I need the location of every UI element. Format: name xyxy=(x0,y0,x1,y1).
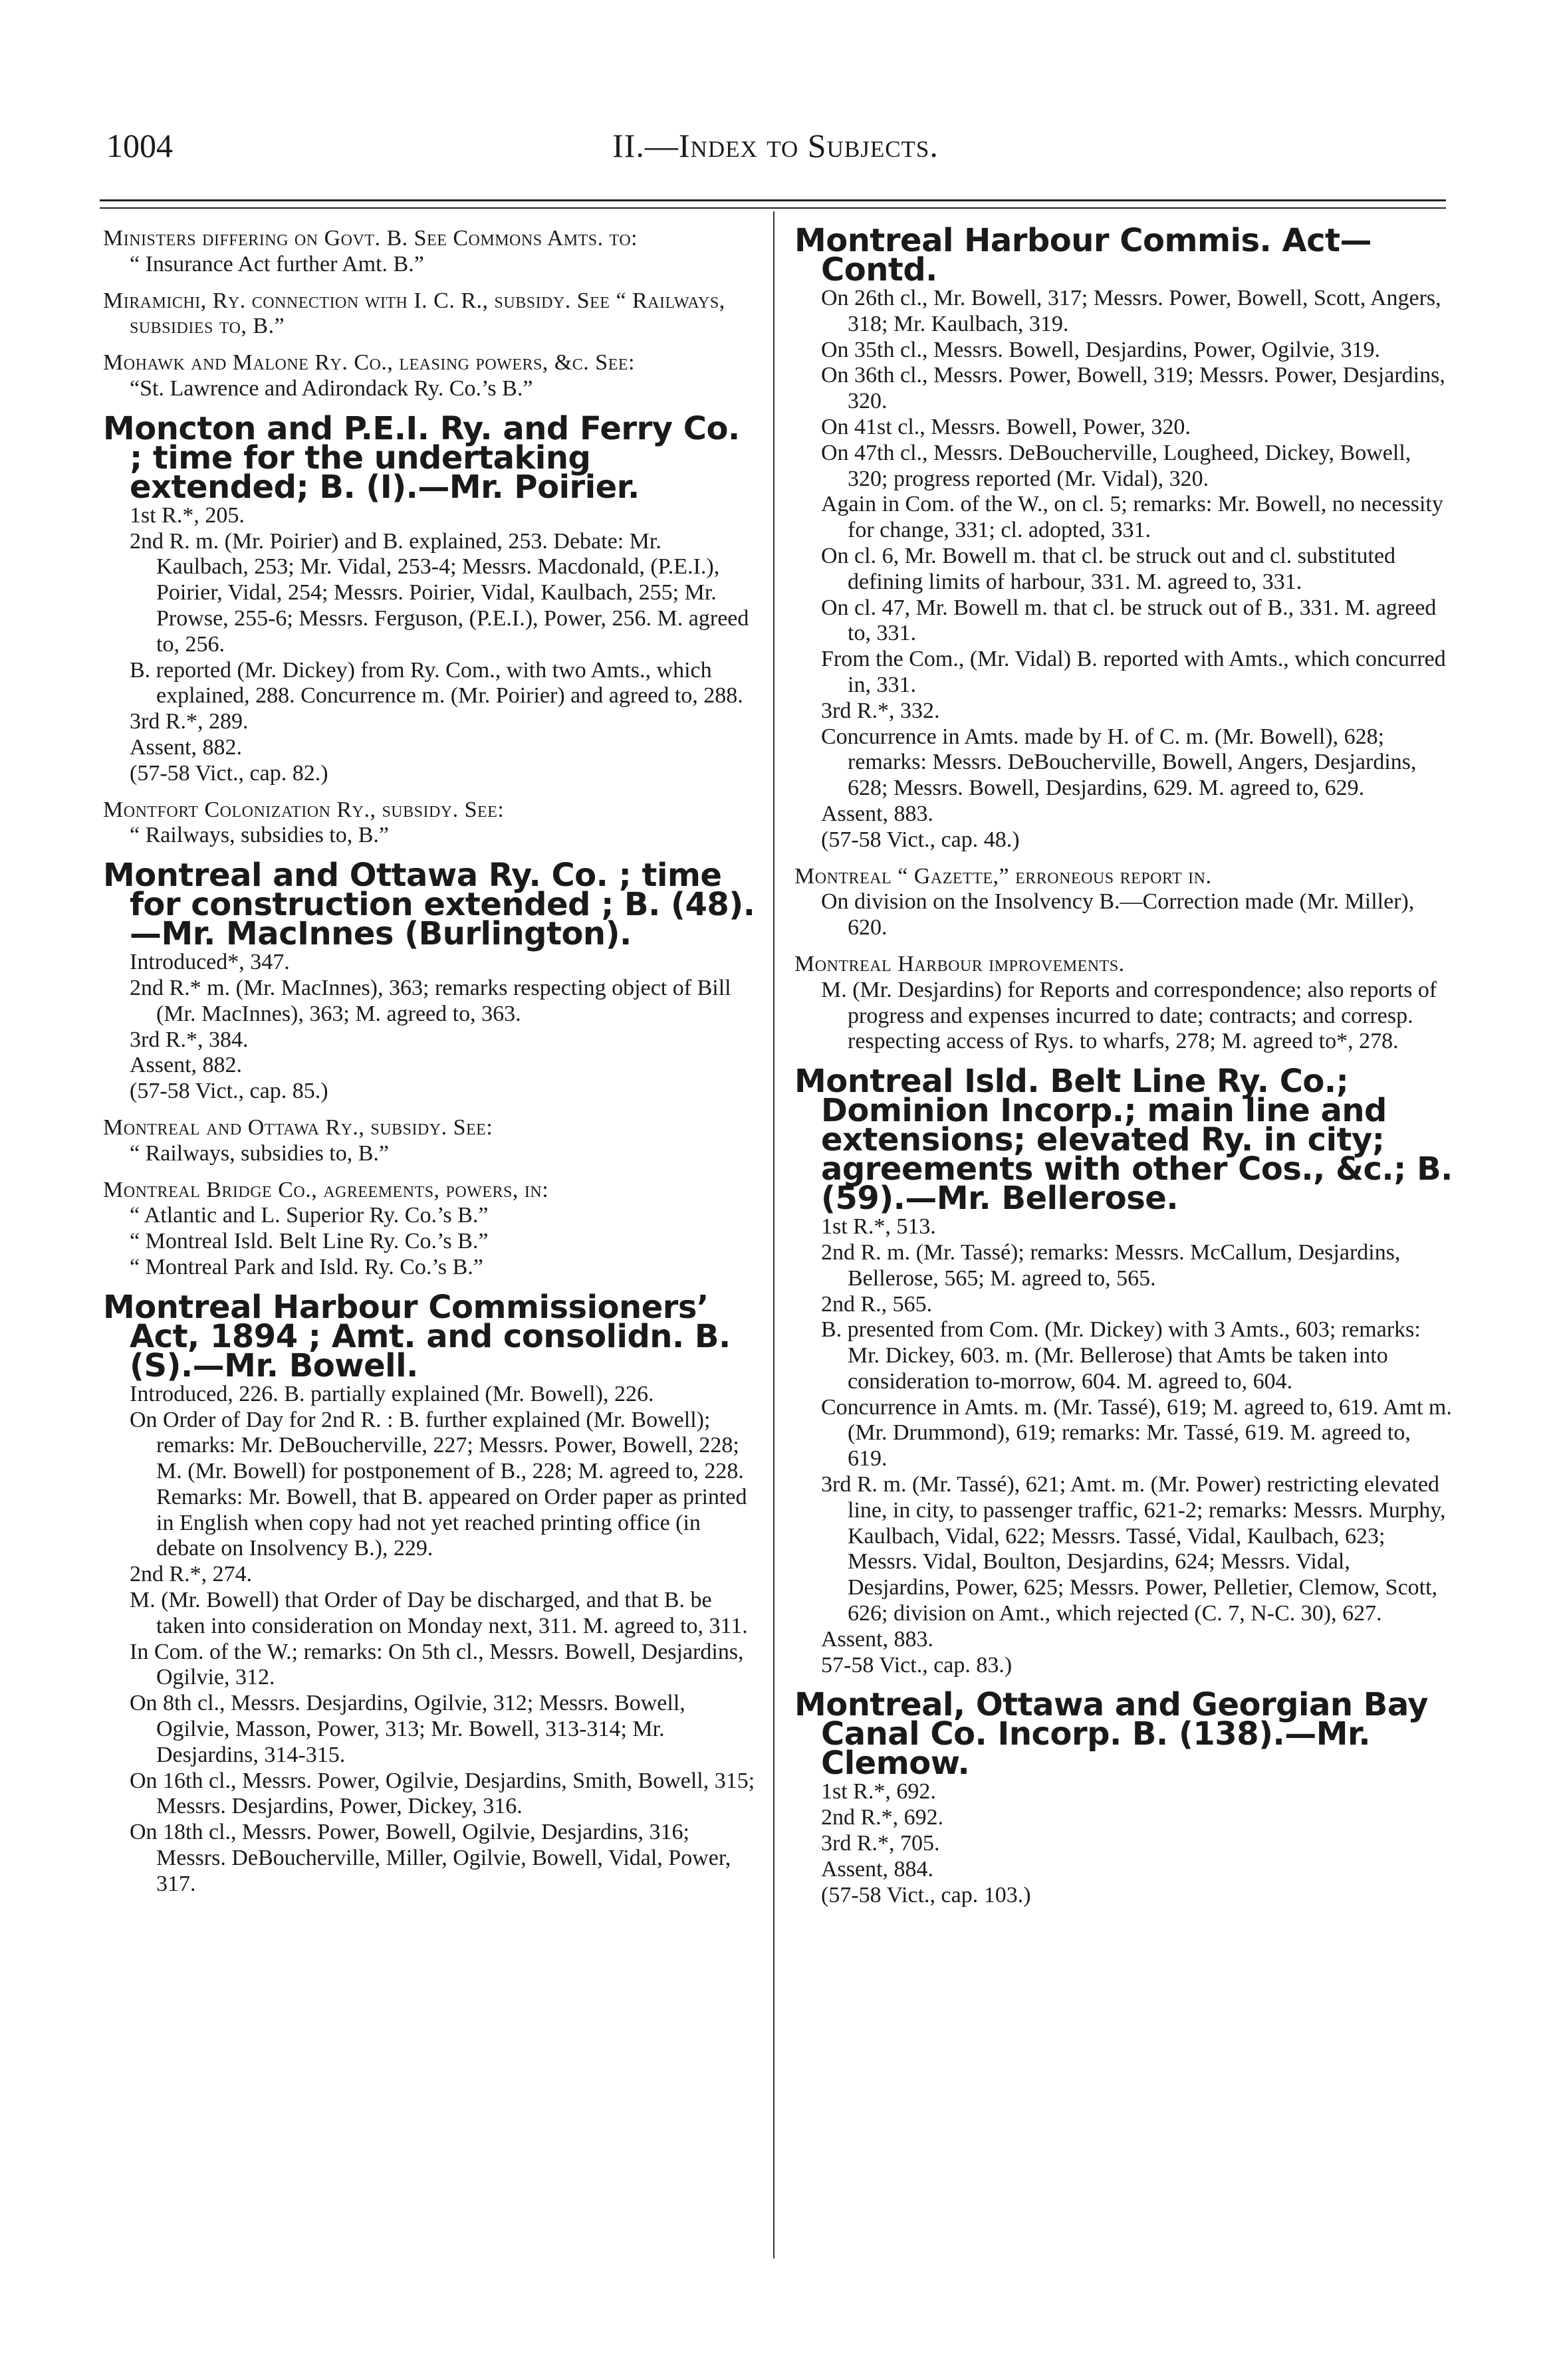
index-reference: “ Montreal Park and Isld. Ry. Co.’s B.” xyxy=(130,1254,483,1279)
left-column xyxy=(103,226,758,1897)
index-reference: 57-58 Vict., cap. 83.) xyxy=(821,1652,1013,1677)
column-divider xyxy=(773,211,775,2258)
index-reference: On 26th cl., Mr. Bowell, 317; Messrs. Power, Bowell, Scott, Angers, 318; Mr. Kaulbach, 319. xyxy=(821,286,1441,336)
index-reference: B. presented from Com. (Mr. Dickey) with 3 Amts., 603; remarks: Mr. Dickey, 603. m. (Mr. Bellerose) that Amts be taken into consideration to-morrow, 604. M. agreed to, 604. xyxy=(821,1317,1421,1394)
index-reference: 3rd R.*, 384. xyxy=(130,1027,249,1052)
index-reference: 1st R.*, 513. xyxy=(821,1214,936,1240)
index-heading: Montreal and Ottawa Ry. Co. ; time for construction extended ; B. (48).—Mr. MacInnes (Burlington). xyxy=(103,857,755,953)
index-reference: Assent, 883. xyxy=(821,801,934,826)
index-reference: 1st R.*, 692. xyxy=(821,1779,936,1804)
index-heading: Moncton and P.E.I. Ry. and Ferry Co. ; time for the undertaking extended; B. (I).—Mr. Poirier. xyxy=(103,409,740,506)
index-reference: Concurrence in Amts. made by H. of C. m. (Mr. Bowell), 628; remarks: Messrs. DeBoucherville, Bowell, Angers, Desjardins, 628; Messrs. Bowell, Desjardins, 629. M. agreed to, 629. xyxy=(821,724,1417,801)
index-reference: B. reported (Mr. Dickey) from Ry. Com., with two Amts., which explained, 288. Concurrence m. (Mr. Poirier) and agreed to, 288. xyxy=(130,657,743,708)
header-rule-top xyxy=(100,199,1446,201)
index-reference: (57-58 Vict., cap. 82.) xyxy=(130,760,328,786)
index-reference: On 36th cl., Messrs. Power, Bowell, 319; Messrs. Power, Desjardins, 320. xyxy=(821,363,1445,414)
index-reference: On 8th cl., Messrs. Desjardins, Ogilvie, 312; Messrs. Bowell, Ogilvie, Masson, Power, 313; Mr. Bowell, 313-314; Mr. Desjardins, 314-315. xyxy=(130,1691,685,1767)
index-reference: Concurrence in Amts. m. (Mr. Tassé), 619; M. agreed to, 619. Amt m. (Mr. Drummond), 619; remarks: Mr. Tassé, 619. M. agreed to, 619. xyxy=(821,1394,1452,1471)
index-reference: Assent, 882. xyxy=(130,734,243,760)
index-reference: Assent, 884. xyxy=(821,1856,934,1882)
index-reference: On 41st cl., Messrs. Bowell, Power, 320. xyxy=(821,414,1191,439)
index-reference: 3rd R.*, 289. xyxy=(130,709,249,734)
index-reference: Introduced, 226. B. partially explained (Mr. Bowell), 226. xyxy=(130,1381,654,1406)
index-reference: In Com. of the W.; remarks: On 5th cl., Messrs. Bowell, Desjardins, Ogilvie, 312. xyxy=(130,1639,744,1690)
index-reference: (57-58 Vict., cap. 48.) xyxy=(821,827,1020,852)
index-reference: M. (Mr. Bowell) that Order of Day be discharged, and that B. be taken into consideration on Monday next, 311. M. agreed to, 311. xyxy=(130,1588,748,1638)
index-heading: Montreal Harbour Commis. Act—Contd. xyxy=(794,222,1372,288)
index-reference: 1st R.*, 205. xyxy=(130,502,245,528)
index-reference: 2nd R.*, 274. xyxy=(130,1562,253,1587)
index-subject: Montreal Harbour improvements. xyxy=(794,951,1125,976)
index-reference: “ Railways, subsidies to, B.” xyxy=(130,1140,390,1166)
index-reference: 3rd R.*, 332. xyxy=(821,698,940,723)
index-reference: 2nd R.* m. (Mr. MacInnes), 363; remarks respecting object of Bill (Mr. MacInnes), 363; M. agreed to, 363. xyxy=(130,975,731,1026)
index-reference: Introduced*, 347. xyxy=(130,950,290,975)
index-reference: 2nd R.*, 692. xyxy=(821,1805,944,1830)
index-reference: 2nd R., 565. xyxy=(821,1291,933,1317)
index-subject: Montreal Bridge Co., agreements, powers, in: xyxy=(103,1177,549,1202)
page-number: 1004 xyxy=(106,127,173,164)
index-reference: From the Com., (Mr. Vidal) B. reported with Amts., which concurred in, 331. xyxy=(821,647,1446,697)
index-reference: 2nd R. m. (Mr. Tassé); remarks: Messrs. McCallum, Desjardins, Bellerose, 565; M. agreed to, 565. xyxy=(821,1240,1401,1291)
index-reference: On 35th cl., Messrs. Bowell, Desjardins, Power, Ogilvie, 319. xyxy=(821,337,1381,362)
index-subject: Montreal and Ottawa Ry., subsidy. See: xyxy=(103,1115,493,1140)
index-reference: On 47th cl., Messrs. DeBoucherville, Lougheed, Dickey, Bowell, 320; progress reported (Mr. Vidal), 320. xyxy=(821,440,1411,491)
index-reference: M. (Mr. Desjardins) for Reports and correspondence; also reports of progress and expenses incurred to date; contracts; and corresp. respecting access of Rys. to wharfs, 278; M. agreed to*, 278. xyxy=(821,977,1437,1054)
index-reference: On Order of Day for 2nd R. : B. further explained (Mr. Bowell); remarks: Mr. DeBoucherville, 227; Messrs. Power, Bowell, 228; M. (Mr. Bowell) for postponement of B., 228; M. agreed to, 228. Remarks: Mr. Bowell, that B. appeared on Order paper as printed in English when copy had not yet reached printing office (in debate on Insolvency B.), 229. xyxy=(130,1407,747,1561)
index-reference: 2nd R. m. (Mr. Poirier) and B. explained, 253. Debate: Mr. Kaulbach, 253; Mr. Vidal, 253-4; Messrs. Macdonald, (P.E.I.), Poirier, Vidal, 254; Messrs. Poirier, Vidal, Kaulbach, 255; Mr. Prowse, 255-6; Messrs. Ferguson, (P.E.I.), Power, 256. M. agreed to, 256. xyxy=(130,528,749,657)
index-reference: (57-58 Vict., cap. 103.) xyxy=(821,1882,1031,1907)
index-reference: Again in Com. of the W., on cl. 5; remarks: Mr. Bowell, no necessity for change, 331; cl. adopted, 331. xyxy=(821,492,1443,543)
index-subject: Ministers differing on Govt. B. See Commons Amts. to: xyxy=(103,226,638,251)
page-header xyxy=(0,0,1551,173)
index-subject: Miramichi, Ry. connection with I. C. R., subsidy. See “ Railways, subsidies to, B.” xyxy=(103,288,725,339)
index-reference: “ Atlantic and L. Superior Ry. Co.’s B.” xyxy=(130,1203,489,1228)
right-column xyxy=(794,222,1453,1908)
index-subject: Montfort Colonization Ry., subsidy. See: xyxy=(103,797,505,822)
header-rule-bottom xyxy=(100,207,1446,209)
index-heading: Montreal Isld. Belt Line Ry. Co.; Dominion Incorp.; main line and extensions; elevated Ry. in city; agreements with other Cos., &c.; B. (59).—Mr. Bellerose. xyxy=(794,1063,1453,1218)
index-reference: On division on the Insolvency B.—Correction made (Mr. Miller), 620. xyxy=(821,889,1415,940)
index-heading: Montreal, Ottawa and Georgian Bay Canal Co. Incorp. B. (138).—Mr. Clemow. xyxy=(794,1686,1429,1783)
index-reference: On cl. 6, Mr. Bowell m. that cl. be struck out and cl. substituted defining limits of harbour, 331. M. agreed to, 331. xyxy=(821,543,1396,594)
index-heading: Montreal Harbour Commissioners’ Act, 1894 ; Amt. and consolidn. B. (S).—Mr. Bowell. xyxy=(103,1288,731,1384)
index-reference: On cl. 47, Mr. Bowell m. that cl. be struck out of B., 331. M. agreed to, 331. xyxy=(821,595,1437,646)
index-subject: Mohawk and Malone Ry. Co., leasing powers, &c. See: xyxy=(103,350,635,376)
index-reference: Assent, 882. xyxy=(130,1053,243,1078)
index-reference: (57-58 Vict., cap. 85.) xyxy=(130,1079,328,1104)
index-reference: “St. Lawrence and Adirondack Ry. Co.’s B.” xyxy=(130,376,533,401)
index-reference: “ Montreal Isld. Belt Line Ry. Co.’s B.” xyxy=(130,1229,489,1254)
index-reference: “ Insurance Act further Amt. B.” xyxy=(130,251,424,276)
running-head: II.—Index to Subjects. xyxy=(612,127,939,164)
index-subject: Montreal “ Gazette,” erroneous report in. xyxy=(794,863,1212,889)
index-reference: On 18th cl., Messrs. Power, Bowell, Ogilvie, Desjardins, 316; Messrs. DeBoucherville, Miller, Ogilvie, Bowell, Vidal, Power, 317. xyxy=(130,1820,731,1896)
index-reference: “ Railways, subsidies to, B.” xyxy=(130,823,390,848)
index-reference: 3rd R. m. (Mr. Tassé), 621; Amt. m. (Mr. Power) restricting elevated line, in city, to passenger traffic, 621-2; remarks: Messrs. Murphy, Kaulbach, Vidal, 622; Messrs. Tassé, Vidal, Kaulbach, 623; Messrs. Vidal, Boulton, Desjardins, 624; Messrs. Vidal, Desjardins, Power, 625; Messrs. Power, Pelletier, Clemow, Scott, 626; division on Amt., which rejected (C. 7, N-C. 30), 627. xyxy=(821,1472,1446,1626)
index-reference: Assent, 883. xyxy=(821,1626,934,1652)
index-reference: On 16th cl., Messrs. Power, Ogilvie, Desjardins, Smith, Bowell, 315; Messrs. Desjardins, Power, Dickey, 316. xyxy=(130,1768,755,1819)
index-reference: 3rd R.*, 705. xyxy=(821,1831,940,1856)
